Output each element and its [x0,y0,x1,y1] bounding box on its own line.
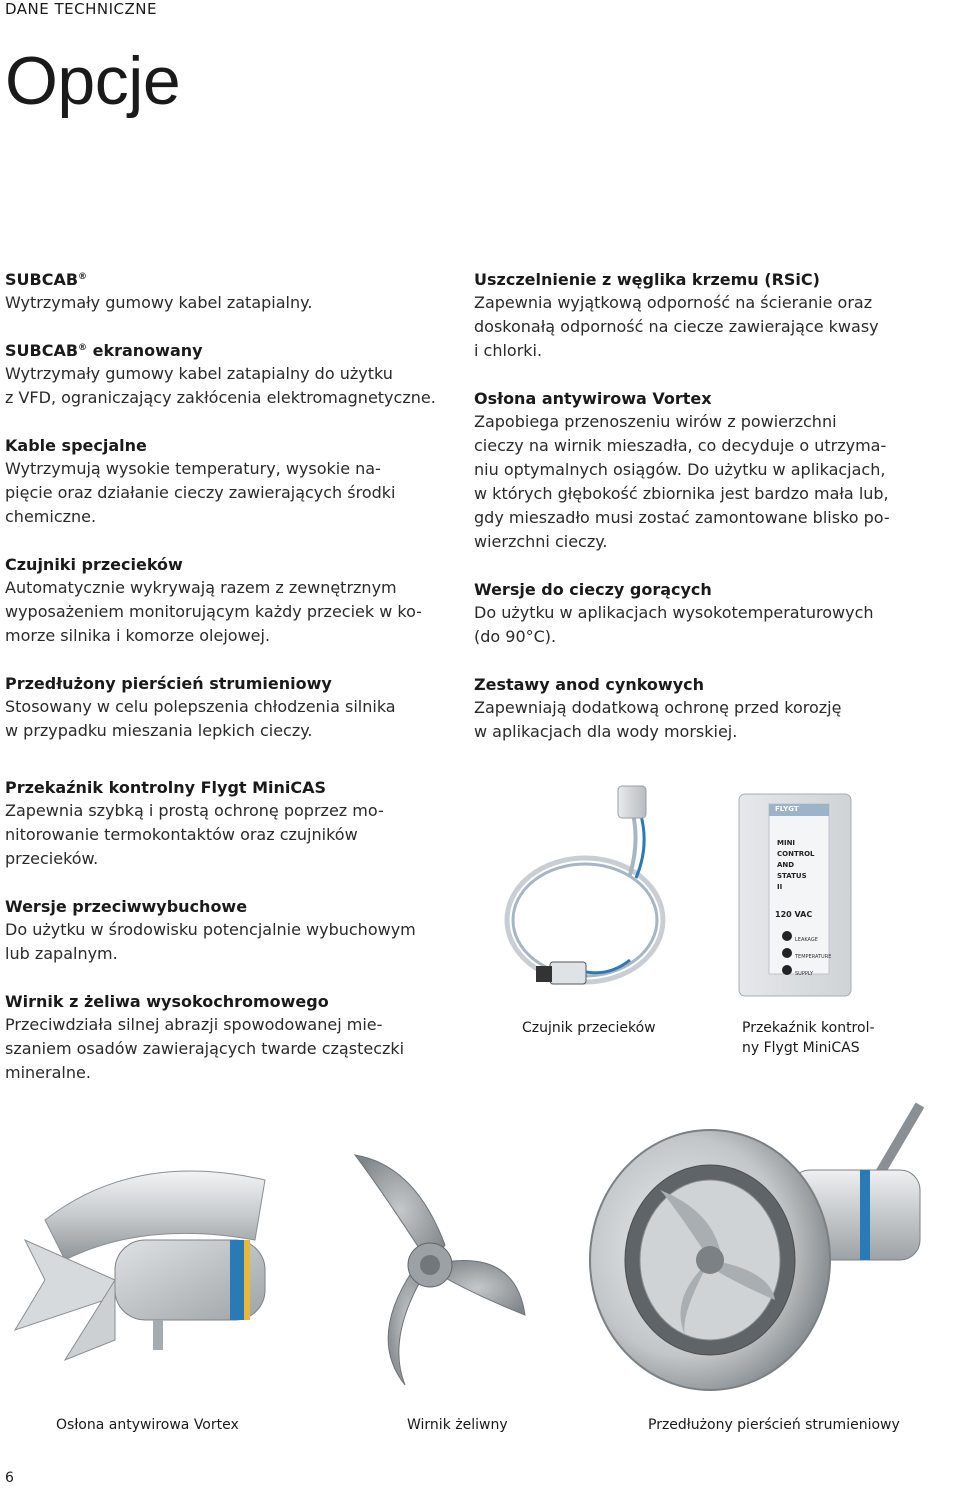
option-text: Stosowany w celu polepszenia chłodzenia silnika w przypadku mieszania lepkich cieczy. [5,697,396,740]
page-title: Opcje [5,43,181,119]
option-text: Zapewnia wyjątkową odporność na ścieranie oraz doskonałą odporność na ciecze zawierające kwasy i chlorki. [474,293,879,360]
left-column-upper [5,268,455,767]
option-title: Wersje przeciwwybuchowe [5,897,248,916]
option-text: Automatycznie wykrywają razem z zewnętrznym wyposażeniem monitorującym każdy przeciek w ko- morze silnika i komorze olejowej. [5,578,422,645]
option-rsic-seal [474,268,944,363]
caption-jet-ring: Przedłużony pierścień strumieniowy [648,1417,900,1433]
option-text: Zapewnia szybką i prostą ochronę poprzez mo- nitorowanie termokontaktów oraz czujników przecieków. [5,801,384,868]
relay-leds: LEAKAGE TEMPERATURE SUPPLY [795,937,832,977]
jet-ring-image [560,1100,940,1400]
right-column [474,268,944,768]
vortex-shield-image [5,1130,305,1390]
option-vortex-shield [474,387,944,554]
option-title: SUBCAB® [5,270,88,289]
option-explosion-proof [5,895,455,966]
impeller-image [325,1135,535,1395]
option-hard-iron-impeller [5,990,455,1085]
option-title: Zestawy anod cynkowych [474,675,704,694]
option-special-cables [5,434,455,529]
option-leak-sensors [5,553,455,648]
option-title: Uszczelnienie z węglika krzemu (RSiC) [474,270,820,289]
leak-sensor-image [490,780,690,1000]
option-minicas [5,776,455,871]
option-title: Wirnik z żeliwa wysokochromowego [5,992,329,1011]
option-text: Wytrzymały gumowy kabel zatapialny do użytku z VFD, ograniczający zakłócenia elektromagnetyczne. [5,364,436,407]
option-text: Wytrzymały gumowy kabel zatapialny. [5,293,313,312]
left-column-lower [5,776,455,1109]
option-title: SUBCAB® ekranowany [5,341,203,360]
option-hot-liquids [474,578,944,649]
relay-voltage: 120 VAC [775,910,813,919]
option-text: Przeciwdziała silnej abrazji spowodowanej mie- szaniem osadów zawierających twarde cząsteczki mineralne. [5,1015,405,1082]
option-title: Czujniki przecieków [5,555,183,574]
option-title: Wersje do cieczy gorących [474,580,712,599]
relay-brand: FLYGT [775,805,799,813]
option-text: Wytrzymują wysokie temperatury, wysokie na- pięcie oraz działanie cieczy zawierających środki chemiczne. [5,459,396,526]
option-text: Do użytku w aplikacjach wysokotemperaturowych (do 90°C). [474,603,874,646]
option-subcab [5,268,455,315]
caption-vortex-shield: Osłona antywirowa Vortex [56,1417,239,1433]
caption-impeller: Wirnik żeliwny [407,1417,508,1433]
relay-label: MINI CONTROL AND STATUS II [777,839,815,891]
option-title: Przekaźnik kontrolny Flygt MiniCAS [5,778,327,797]
option-text: Zapobiega przenoszeniu wirów z powierzchni cieczy na wirnik mieszadła, co decyduje o utrzyma- niu optymalnych osiągów. Do użytku w aplikacjach, w których głębokość zbiornika jest bardzo mała lub, gdy mieszadło musi zostać zamontowane blisko po- wierzchni cieczy. [474,412,890,551]
option-title: Przedłużony pierścień strumieniowy [5,674,332,693]
option-text: Do użytku w środowisku potencjalnie wybuchowym lub zapalnym. [5,920,416,963]
option-title: Osłona antywirowa Vortex [474,389,712,408]
minicas-relay-image [735,790,855,1000]
option-text: Zapewniają dodatkową ochronę przed korozję w aplikacjach dla wody morskiej. [474,698,842,741]
option-extended-jet-ring [5,672,455,743]
caption-minicas: Przekaźnik kontrol- ny Flygt MiniCAS [742,1020,875,1056]
section-label: DANE TECHNICZNE [5,0,157,18]
page-number: 6 [5,1470,14,1486]
option-title: Kable specjalne [5,436,147,455]
caption-leak-sensor: Czujnik przecieków [522,1020,656,1036]
option-subcab-shielded [5,339,455,410]
option-zinc-anodes [474,673,944,744]
